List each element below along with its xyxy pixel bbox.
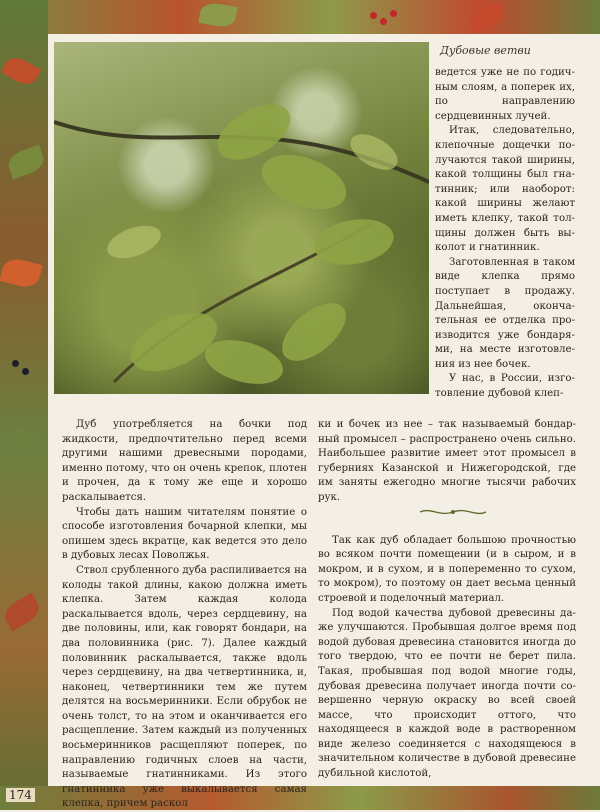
- photo-caption: Дубовые ветви: [440, 44, 531, 57]
- paragraph: Чтобы дать нашим читателям понятие о способе изготовления бочарной клепки, мы опишем здесь вкратце, как ведется это дело в дубовых лесах Поволжья.: [62, 506, 307, 562]
- decorative-border-top: [0, 0, 600, 34]
- paragraph: Итак, следовательно, клепочные дощечки получаются такой ширины, какой толщины был гнатинник; или наоборот: какой ширины желают иметь клепку, такой толщины должен быть выколот и гнатинник.: [435, 125, 575, 254]
- paragraph: Под водой качества дубовой древесины даже улучшаются. Пробывшая долгое время под водой дубовая древесина становится иногда до того твердою, что ее почти не берет пила. Такая, пробывшая под водой многие годы, дубовая древесина получает иногда почти совершенно черную окраску во всей своей массе, что происходит оттого, что находящееся в каждой воде в растворенном виде железо соединяется с находящеюся в значительном количестве в дубовой древесине дубильной кислотой,: [318, 607, 576, 780]
- decorative-border-left: [0, 0, 48, 810]
- berry-ornament: [22, 368, 29, 375]
- oak-branches-photo: [54, 42, 429, 394]
- berry-ornament: [370, 12, 377, 19]
- berry-ornament: [380, 18, 387, 25]
- paragraph: Дуб употребляется на бочки под жидкости, предпочтительно перед всеми другими нашими древесными породами, именно потому, что он очень крепок, плотен и прочен, да к тому же еще и хорошо раскалывается.: [62, 419, 307, 503]
- berry-ornament: [390, 10, 397, 17]
- divider-ornament: [418, 507, 488, 517]
- paragraph: Ствол срубленного дуба распиливается на колоды такой длины, какою должна иметь клепка. Затем каждая колода раскалывается вдоль, через сердцевину, на две половины, или, как говорят бондари, на два половинника (рис. 7). Далее каждый половинник раскалывается, также вдоль через сердцевину, на два четвертинника, и, наконец, четвертинники тем же путем делятся на восьмеринники. Если обрубок не очень толст, то на этом и оканчивается его расщепление. Затем каждый из полученных восьмеринников расщепляют поперек, по направлению годичных слоев на части, называемые гнатинниками. Из этого гнатинника уже выкалывается самая клепка, причем раскол: [62, 564, 307, 810]
- paragraph: Так как дуб обладает большою прочностью во всяком почти помещении (и в сыром, и в мокром, и в сухом, и в попеременно то сухом, то мокром), то поэтому он дает весьма ценный строевой и поделочный материал.: [318, 534, 576, 604]
- left-column-text: [62, 418, 307, 812]
- right-column-top-text: [435, 66, 575, 402]
- berry-ornament: [12, 360, 19, 367]
- right-column-text: [318, 418, 576, 782]
- paragraph: ведется уже не по годичным слоям, а поперек их, по направлению сердцевинных лучей.: [435, 67, 575, 122]
- paragraph: ки и бочек из нее – так называемый бондарный промысел – распространено очень сильно. Наибольшее развитие имеет этот промысел в губерниях Казанской и Нижегородской, где им заняты ежегодно многие тысячи рабочих рук.: [318, 419, 576, 503]
- page-number: 174: [6, 788, 35, 802]
- paragraph: Заготовленная в таком виде клепка прямо поступает в продажу. Дальнейшая, окончательная ее отделка производится уже бондарями, на месте изготовления из нее бочек.: [435, 256, 575, 370]
- paragraph: У нас, в России, изготовление дубовой клеп-: [435, 373, 575, 400]
- oak-leaves-illustration: [54, 42, 429, 394]
